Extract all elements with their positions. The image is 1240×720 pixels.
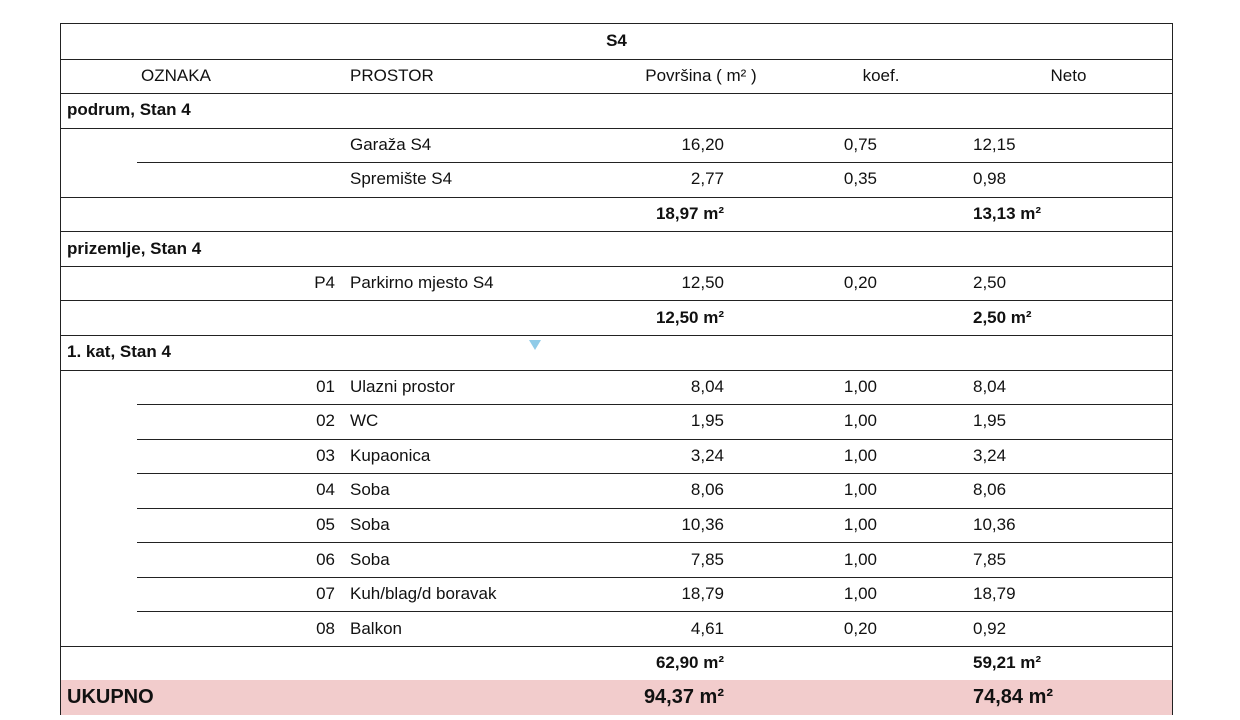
header-oznaka: OZNAKA [141, 65, 211, 85]
room-code: 02 [316, 411, 335, 431]
room-code: 07 [316, 584, 335, 604]
total-area: 94,37 m² [643, 686, 724, 709]
table-title: S4 [606, 31, 627, 51]
room-area: 10,36 [681, 514, 724, 534]
room-koef: 0,35 [843, 169, 877, 189]
room-neto: 8,06 [973, 480, 1007, 500]
room-neto: 0,98 [973, 169, 1007, 189]
header-koef: koef. [862, 65, 900, 85]
room-code: 08 [316, 618, 335, 638]
section-title: podrum, Stan 4 [67, 100, 191, 120]
room-neto: 7,85 [973, 549, 1007, 569]
subtotal-area: 18,97 m² [655, 204, 724, 223]
room-area: 8,06 [690, 480, 724, 500]
room-name: Balkon [350, 618, 402, 638]
room-name: Kupaonica [350, 445, 431, 465]
table-row [61, 577, 1172, 612]
table-row [61, 162, 1172, 197]
room-area: 2,77 [690, 169, 724, 189]
room-area: 8,04 [690, 376, 724, 396]
section-title: prizemlje, Stan 4 [67, 238, 202, 258]
room-area: 3,24 [690, 445, 724, 465]
room-code: 05 [316, 514, 335, 534]
room-koef: 1,00 [843, 549, 877, 569]
subtotal-neto: 59,21 m² [973, 653, 1042, 673]
room-koef: 1,00 [843, 376, 877, 396]
section-header-row [61, 231, 1172, 266]
total-neto: 74,84 m² [973, 686, 1054, 709]
room-area: 7,85 [690, 549, 724, 569]
subtotal-area: 12,50 m² [655, 307, 724, 327]
subtotal-area: 62,90 m² [655, 653, 724, 673]
room-koef: 1,00 [843, 514, 877, 534]
total-label: UKUPNO [67, 686, 154, 709]
subtotal-row [61, 300, 1172, 335]
table-row [61, 473, 1172, 508]
room-koef: 1,00 [843, 584, 877, 604]
room-neto: 1,95 [973, 411, 1007, 431]
room-name: Soba [350, 480, 390, 500]
room-neto: 0,92 [973, 618, 1007, 638]
table-row [61, 404, 1172, 439]
room-neto: 18,79 [973, 584, 1016, 604]
room-code: 03 [316, 445, 335, 465]
section-header-row [61, 335, 1172, 370]
header-prostor: PROSTOR [350, 65, 434, 85]
table-title-row [61, 24, 1172, 59]
room-name: Soba [350, 514, 390, 534]
room-area: 18,79 [681, 584, 724, 604]
room-name: Parkirno mjesto S4 [350, 273, 494, 293]
room-code: 01 [316, 376, 335, 396]
total-row [61, 680, 1172, 715]
room-koef: 0,20 [843, 273, 877, 293]
room-area: 12,50 [681, 273, 724, 293]
table-row [61, 611, 1172, 646]
table-row [61, 542, 1172, 577]
table-row [61, 508, 1172, 543]
room-name: Garaža S4 [350, 134, 432, 154]
table-row [61, 370, 1172, 405]
subtotal-neto: 13,13 m² [973, 204, 1042, 223]
room-area: 4,61 [690, 618, 724, 638]
room-code: P4 [314, 273, 335, 293]
room-name: Soba [350, 549, 390, 569]
room-koef: 1,00 [843, 445, 877, 465]
header-neto: Neto [1050, 65, 1087, 85]
room-neto: 12,15 [973, 134, 1016, 154]
room-neto: 8,04 [973, 376, 1007, 396]
room-area: 16,20 [681, 134, 724, 154]
subtotal-neto: 2,50 m² [973, 307, 1032, 327]
room-koef: 0,20 [843, 618, 877, 638]
area-table [60, 23, 1173, 715]
header-row [61, 59, 1172, 94]
room-koef: 0,75 [843, 134, 877, 154]
subtotal-row [61, 646, 1172, 681]
room-name: Spremište S4 [350, 169, 453, 189]
room-code: 06 [316, 549, 335, 569]
room-name: Ulazni prostor [350, 376, 455, 396]
room-neto: 2,50 [973, 273, 1007, 293]
room-code: 04 [316, 480, 335, 500]
table-row [61, 266, 1172, 301]
section-title: 1. kat, Stan 4 [67, 342, 171, 362]
section-header-row [61, 93, 1172, 128]
room-name: WC [350, 411, 379, 431]
room-neto: 10,36 [973, 514, 1016, 534]
table-row [61, 439, 1172, 474]
table-row [61, 128, 1172, 163]
header-povrsina: Površina ( m² ) [645, 65, 757, 85]
room-koef: 1,00 [843, 411, 877, 431]
subtotal-row [61, 197, 1172, 232]
room-name: Kuh/blag/d boravak [350, 584, 497, 604]
room-neto: 3,24 [973, 445, 1007, 465]
dropdown-marker-icon [529, 340, 541, 350]
room-koef: 1,00 [843, 480, 877, 500]
room-area: 1,95 [690, 411, 724, 431]
